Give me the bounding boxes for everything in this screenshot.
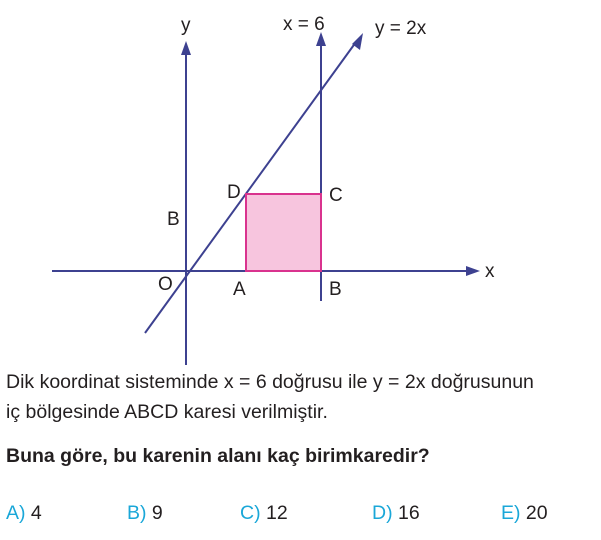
x-axis-arrow-icon (466, 266, 480, 276)
choice-b[interactable] (127, 502, 163, 525)
problem-line-1: Dik koordinat sisteminde x = 6 doğrusu ile y = 2x doğrusunun (6, 371, 534, 393)
choice-d[interactable] (372, 502, 420, 525)
choice-b-letter: B) (127, 502, 147, 524)
choice-a-value: 4 (30, 502, 42, 524)
choice-e[interactable] (501, 502, 548, 525)
choice-a[interactable] (6, 502, 42, 525)
choice-c-letter: C) (240, 502, 261, 524)
x-axis-label: x (485, 261, 495, 282)
choice-a-letter: A) (6, 502, 26, 524)
choice-c[interactable] (240, 502, 288, 525)
y-axis-b-label: B (167, 209, 180, 230)
point-b-label: B (329, 279, 342, 300)
choice-e-value: 20 (525, 502, 548, 524)
square-abcd (246, 194, 321, 271)
line-y2x-label: y = 2x (375, 18, 427, 39)
problem-line-2: iç bölgesinde ABCD karesi verilmiştir. (6, 401, 328, 423)
line-y-equals-2x (145, 42, 356, 333)
choice-d-letter: D) (372, 502, 393, 524)
problem-statement (6, 367, 601, 427)
line-y2x-arrow-icon (352, 33, 363, 50)
answer-choices (0, 502, 601, 532)
origin-label: O (158, 274, 173, 295)
line-x6-label: x = 6 (283, 14, 325, 35)
point-c-label: C (329, 185, 343, 206)
question-text: Buna göre, bu karenin alanı kaç birimkaredir? (6, 445, 430, 467)
y-axis-label: y (181, 15, 191, 36)
point-a-label: A (233, 279, 246, 300)
choice-d-value: 16 (398, 502, 420, 524)
point-d-label: D (227, 182, 241, 203)
choice-e-letter: E) (501, 502, 521, 524)
choice-b-value: 9 (151, 502, 163, 524)
choice-c-value: 12 (266, 502, 288, 524)
y-axis-arrow-icon (181, 41, 191, 55)
